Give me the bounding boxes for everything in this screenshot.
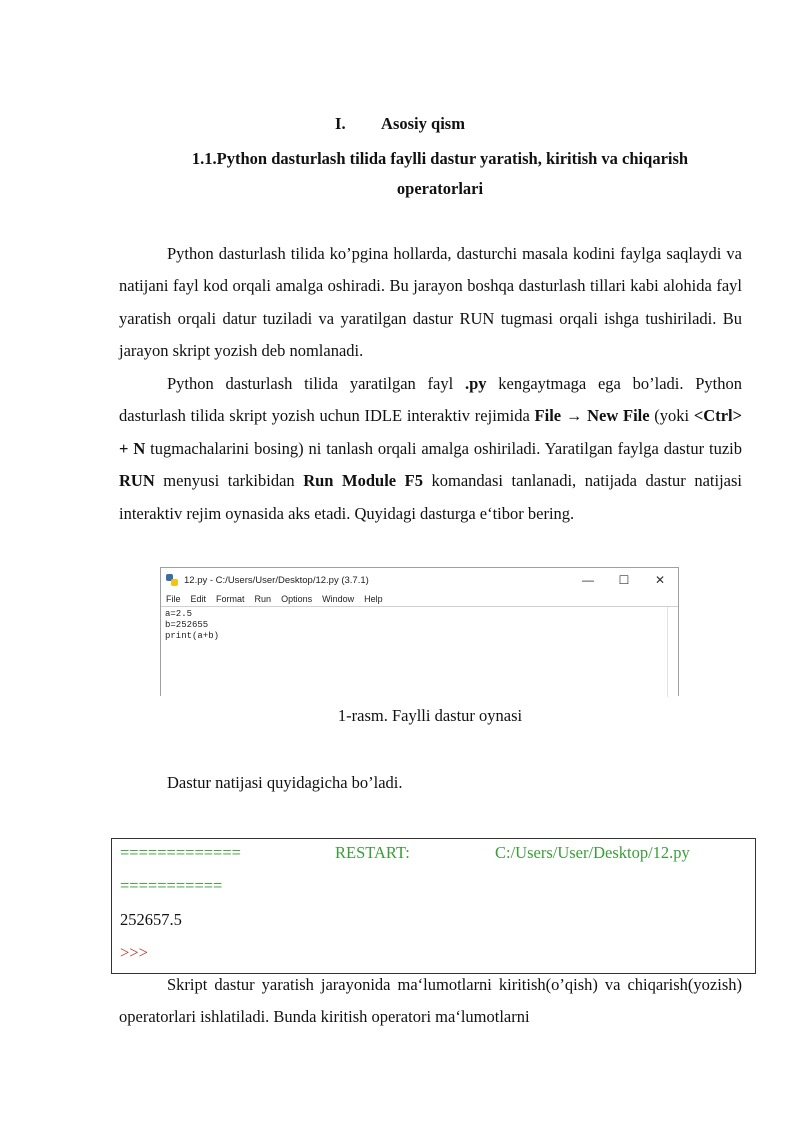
- p2-bold-file-new: File → New File: [534, 406, 650, 426]
- section-title: Asosiy qism: [381, 114, 465, 133]
- p2-bold-run-module: Run Module F5: [303, 471, 423, 491]
- menu-window[interactable]: Window: [322, 594, 355, 604]
- code-editor[interactable]: [161, 606, 678, 697]
- menu-edit[interactable]: Edit: [190, 594, 207, 604]
- window-titlebar: [161, 568, 678, 592]
- window-title: 12.py - C:/Users/User/Desktop/12.py (3.7.1): [184, 574, 369, 586]
- section-heading: [0, 114, 800, 134]
- code-line: a=2.5: [165, 609, 193, 619]
- shell-prompt: >>>: [120, 943, 148, 962]
- code-line: b=252655: [165, 620, 209, 630]
- p2-bold-py: .py: [464, 374, 487, 393]
- output-result: 252657.5: [120, 910, 182, 929]
- restart-equals-right: ===========: [120, 876, 223, 895]
- code-line: print(a+b): [165, 631, 220, 641]
- vertical-scrollbar[interactable]: [667, 607, 678, 697]
- p2-text-3: (yoki: [649, 406, 694, 426]
- p2-text-2: kengaytmaga ega bo’ladi. Python dasturlash tilida skript yozish uchun IDLE interaktiv rejimida: [119, 374, 742, 426]
- python-logo-icon: [166, 574, 178, 586]
- shell-output-box: [111, 838, 756, 974]
- subsection-heading: 1.1.Python dasturlash tilida faylli dastur yaratish, kiritish va chiqarish operatorlari: [191, 149, 689, 198]
- p2-bold-ctrl-n: <Ctrl> + N: [119, 406, 743, 458]
- menu-help[interactable]: Help: [364, 594, 383, 604]
- paragraph-4: Skript dastur yaratish jarayonida ma‘lumotlarni kiritish(o’qish) va chiqarish(yozish) operatorlari ishlatiladi. Bunda kiritish operatori ma‘lumotlarni: [119, 975, 742, 1027]
- paragraph-3: Dastur natijasi quyidagicha bo’ladi.: [167, 773, 403, 792]
- maximize-button[interactable]: ☐: [618, 573, 630, 587]
- p2-text-5: menyusi tarkibidan: [154, 471, 304, 491]
- menu-options[interactable]: Options: [281, 594, 313, 604]
- minimize-button[interactable]: —: [582, 573, 594, 587]
- section-number: I.: [335, 114, 346, 133]
- restart-equals-left: =============: [120, 843, 241, 862]
- paragraph-2: [119, 368, 742, 530]
- p2-bold-run: RUN: [119, 471, 155, 491]
- menu-bar: [161, 592, 678, 606]
- idle-editor-window: [160, 567, 679, 696]
- p2-text-6: komandasi tanlanadi, natijada dastur natijasi interaktiv rejim oynasida aks etadi. Quyidagi dasturga e‘tibor bering.: [119, 471, 742, 523]
- p2-text-1: Python dasturlash tilida yaratilgan fayl: [167, 374, 465, 393]
- paragraph-1: Python dasturlash tilida ko’pgina hollarda, dasturchi masala kodini faylga saqlaydi va natijani fayl kod orqali amalga oshiradi. Bu jarayon boshqa dasturlash tillari kabi alohida fayl yaratish orqali datur tuziladi va yaratilgan dastur RUN tugmasi orqali ishga tushiriladi. Bu jarayon skript yozish deb nomlanadi.: [119, 244, 742, 361]
- menu-file[interactable]: File: [166, 594, 181, 604]
- restart-path: C:/Users/User/Desktop/12.py: [495, 843, 690, 862]
- figure-caption: 1-rasm. Faylli dastur oynasi: [337, 706, 523, 725]
- close-button[interactable]: ✕: [654, 573, 666, 587]
- menu-format[interactable]: Format: [216, 594, 245, 604]
- restart-label: RESTART:: [335, 843, 410, 862]
- p2-text-4: tugmachalarini bosing) ni tanlash orqali amalga oshiriladi. Yaratilgan faylga dastur tuzib: [145, 438, 742, 458]
- menu-run[interactable]: Run: [254, 594, 272, 604]
